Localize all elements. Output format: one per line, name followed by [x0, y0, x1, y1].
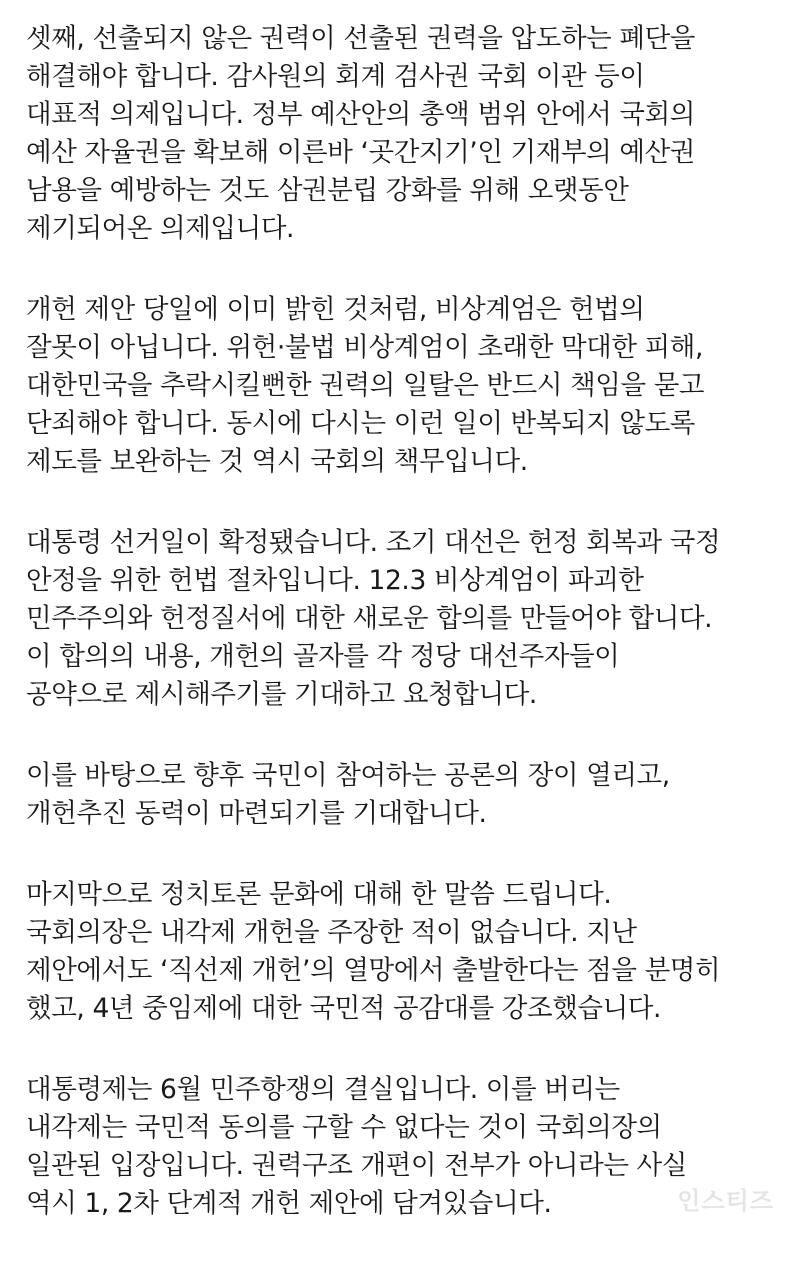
text-line: 개헌 제안 당일에 이미 밝힌 것처럼, 비상계엄은 헌법의	[26, 294, 645, 325]
paragraph-3	[26, 524, 786, 714]
text-line: 잘못이 아닙니다. 위헌·불법 비상계엄이 초래한 막대한 피해,	[26, 332, 703, 363]
text-line: 해결해야 합니다. 감사원의 회계 검사권 국회 이관 등이	[26, 61, 645, 92]
paragraph-4	[26, 757, 786, 833]
text-line: 역시 1, 2차 단계적 개헌 제안에 담겨있습니다.	[26, 1188, 552, 1219]
text-line: 민주주의와 헌정질서에 대한 새로운 합의를 만들어야 합니다.	[26, 603, 713, 634]
text-line: 제기되어온 의제입니다.	[26, 213, 295, 244]
text-line: 국회의장은 내각제 개헌을 주장한 적이 없습니다. 지난	[26, 917, 637, 948]
text-line: 안정을 위한 헌법 절차입니다. 12.3 비상계엄이 파괴한	[26, 565, 644, 596]
text-line: 이를 바탕으로 향후 국민이 참여하는 공론의 장이 열리고,	[26, 760, 670, 791]
text-line: 대표적 의제입니다. 정부 예산안의 총액 범위 안에서 국회의	[26, 99, 695, 130]
text-line: 단죄해야 합니다. 동시에 다시는 이런 일이 반복되지 않도록	[26, 408, 695, 439]
text-line: 예산 자율권을 확보해 이른바 ‘곳간지기’인 기재부의 예산권	[26, 137, 695, 168]
text-line: 제도를 보완하는 것 역시 국회의 책무입니다.	[26, 446, 528, 477]
text-line: 공약으로 제시해주기를 기대하고 요청합니다.	[26, 679, 537, 710]
text-line: 대통령제는 6월 민주항쟁의 결실입니다. 이를 버리는	[26, 1074, 620, 1105]
text-line: 마지막으로 정치토론 문화에 대해 한 말씀 드립니다.	[26, 879, 612, 910]
paragraph-5	[26, 876, 786, 1028]
text-line: 제안에서도 ‘직선제 개헌’의 열망에서 출발한다는 점을 분명히	[26, 955, 721, 986]
text-line: 개헌추진 동력이 마련되기를 기대합니다.	[26, 798, 487, 829]
text-line: 이 합의의 내용, 개헌의 골자를 각 정당 대선주자들이	[26, 641, 620, 672]
text-line: 내각제는 국민적 동의를 구할 수 없다는 것이 국회의장의	[26, 1112, 662, 1143]
text-line: 셋째, 선출되지 않은 권력이 선출된 권력을 압도하는 폐단을	[26, 23, 695, 54]
paragraph-2	[26, 291, 786, 481]
text-line: 일관된 입장입니다. 권력구조 개편이 전부가 아니라는 사실	[26, 1150, 687, 1181]
site-watermark: 인스티즈	[677, 1187, 774, 1215]
text-line: 했고, 4년 중임제에 대한 국민적 공감대를 강조했습니다.	[26, 993, 662, 1024]
paragraph-1	[26, 20, 786, 248]
text-line: 대통령 선거일이 확정됐습니다. 조기 대선은 헌정 회복과 국정	[26, 527, 721, 558]
text-line: 남용을 예방하는 것도 삼권분립 강화를 위해 오랫동안	[26, 175, 629, 206]
text-line: 대한민국을 추락시킬뻔한 권력의 일탈은 반드시 책임을 묻고	[26, 370, 705, 401]
paragraph-6	[26, 1071, 786, 1223]
article-body	[26, 20, 786, 1266]
